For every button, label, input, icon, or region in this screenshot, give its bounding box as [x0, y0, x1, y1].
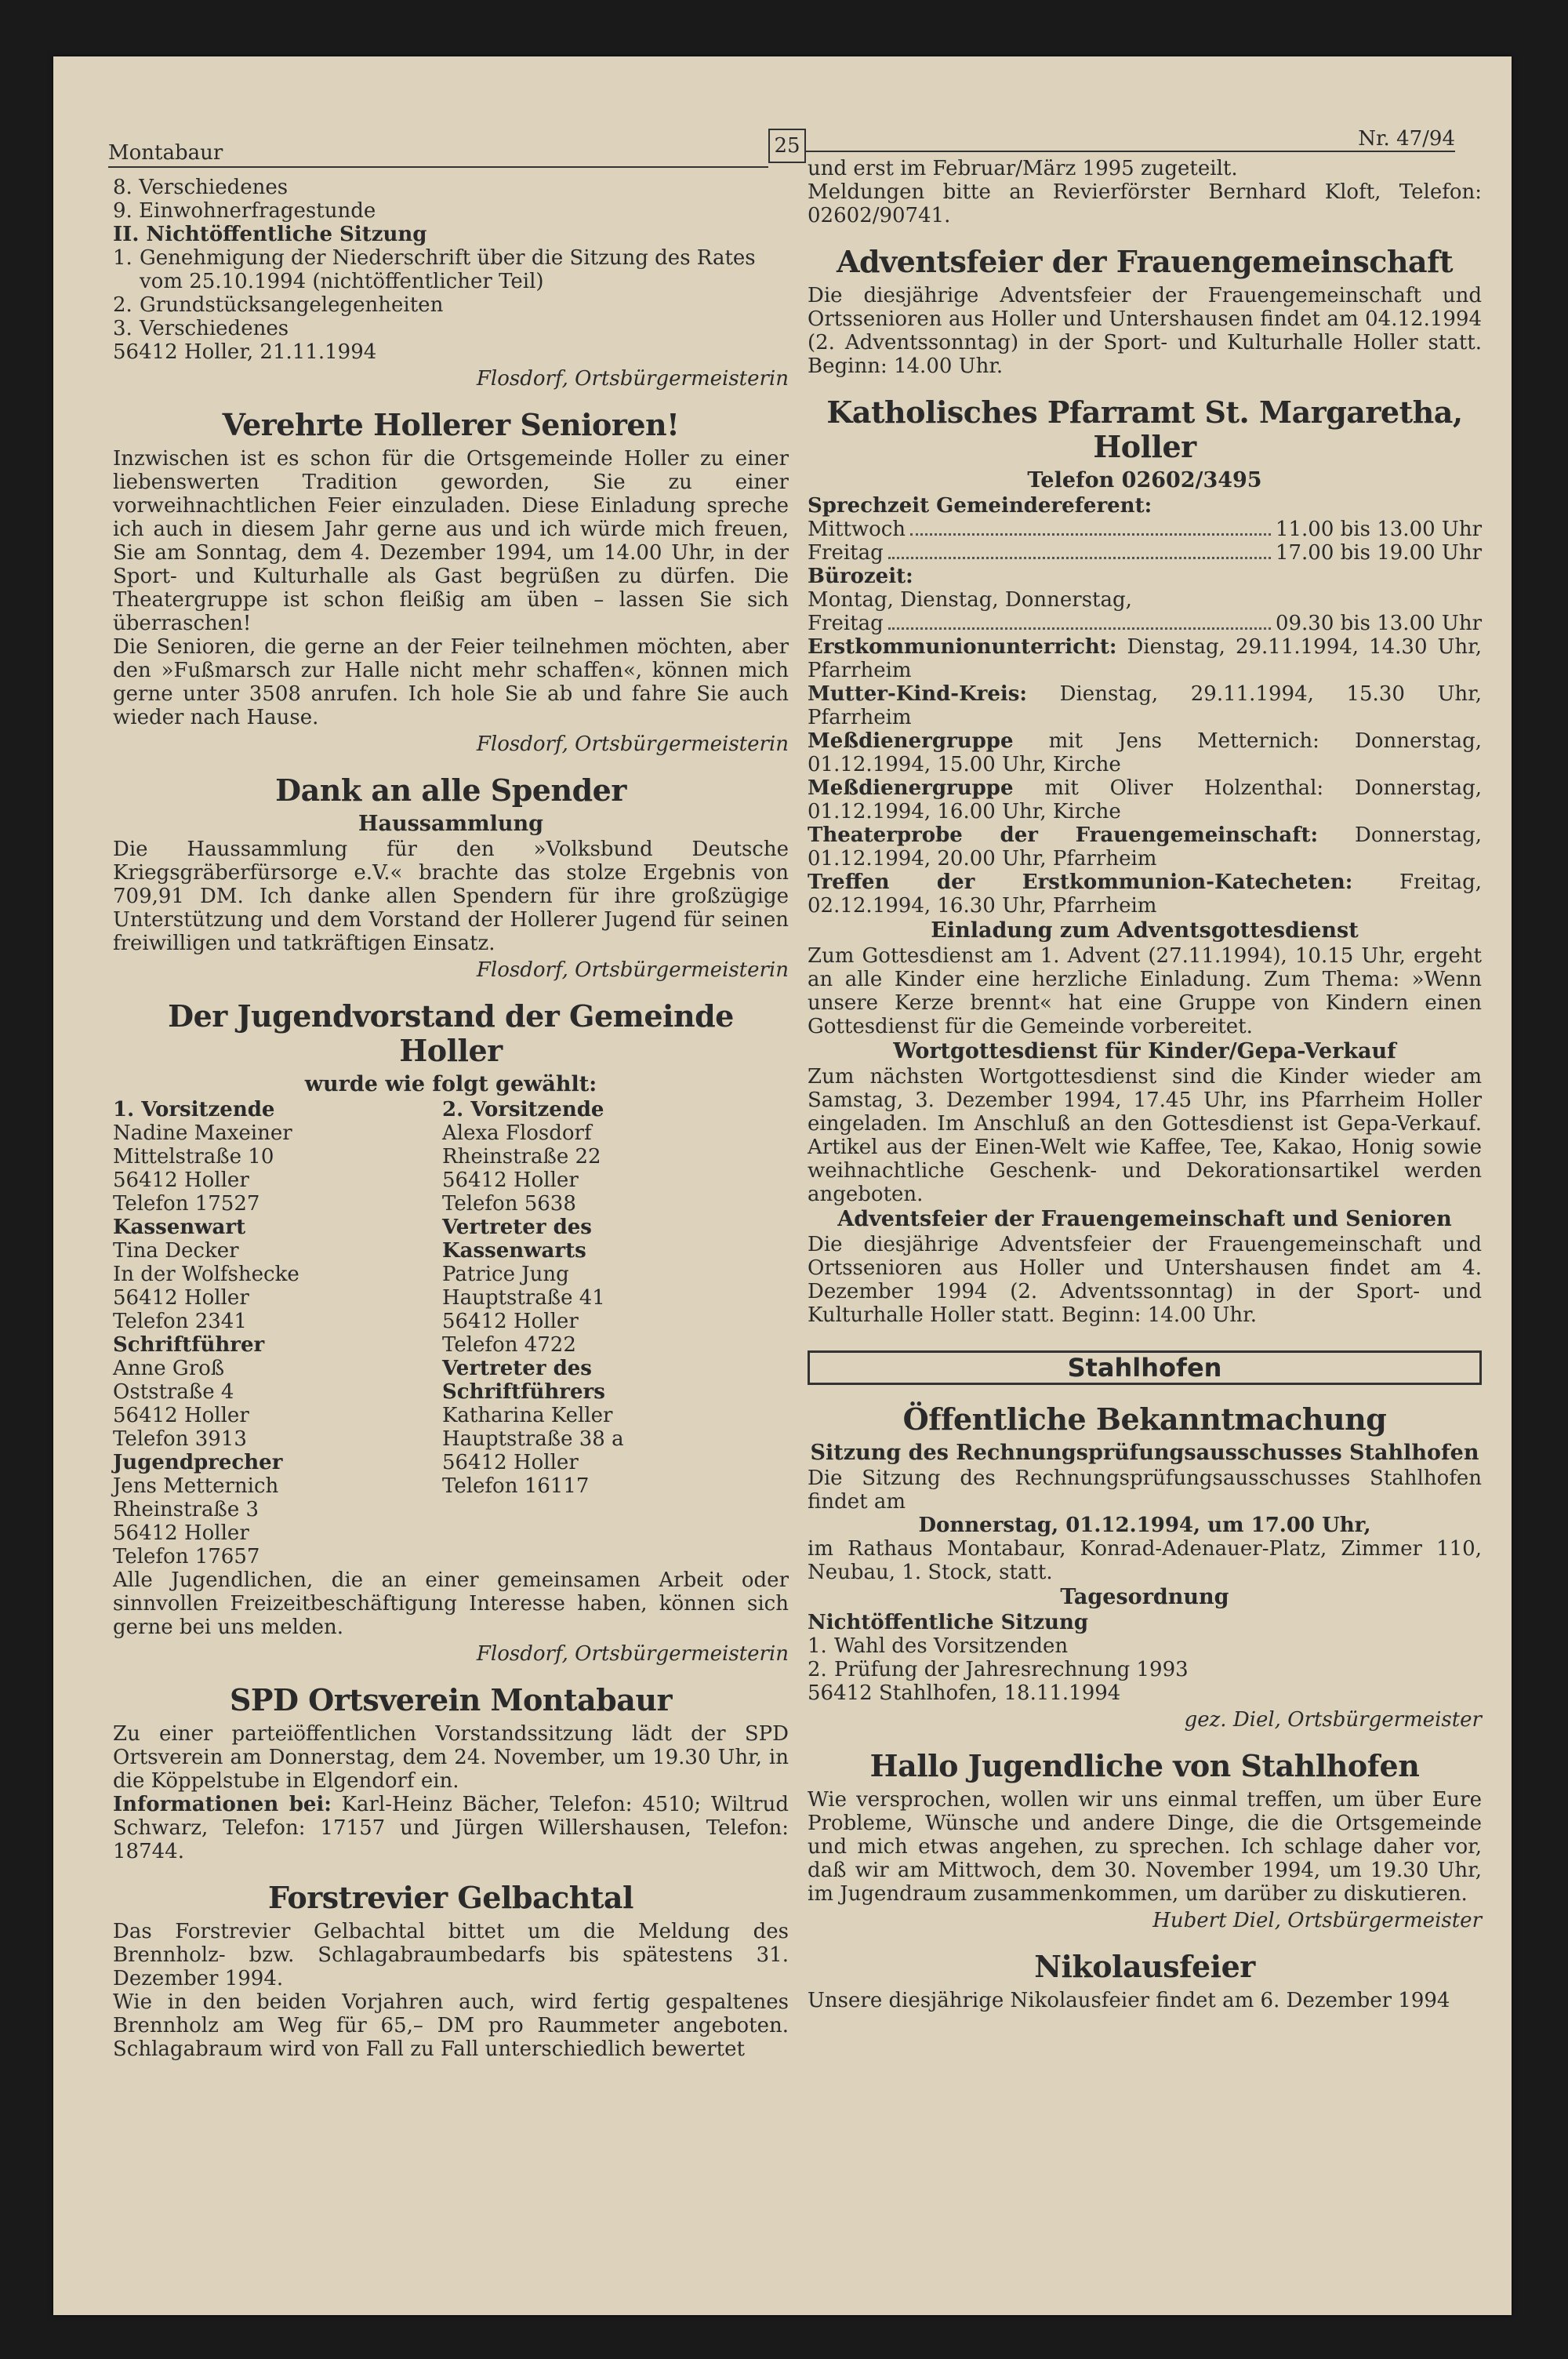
youth-stahl-text: Wie versprochen, wollen wir uns einmal treffen, um über Eure Probleme, Wünsche und andere Dinge, die die Ortsgemeinde und mich etwas angehen, zu sprechen. Ich schlage daher vor, daß wir am Mittwoch, dem 30. November 1994, um 19.30 Uhr, im Jugendraum zusammenkommen, um darüber zu diskutieren.	[808, 1788, 1482, 1906]
spd-text: Zu einer parteiöffentlichen Vorstandssitzung lädt der SPD Ortsverein am Donnerstag, dem 24. November, um 19.30 Uhr, in die Köppelstube in Elgendorf ein.	[113, 1722, 789, 1793]
youth-title: Der Jugendvorstand der Gemeinde Holler	[168, 998, 734, 1068]
notice-title: Öffentliche Bekanntmachung	[902, 1401, 1387, 1437]
forest-title: Forstrevier Gelbachtal	[268, 1880, 633, 1915]
agenda-line: 8. Verschiedenes	[113, 176, 289, 199]
donors-title: Dank an alle Spender	[275, 772, 626, 808]
issue-number: Nr. 47/94	[1358, 127, 1455, 151]
parish-event: Erstkommunionunterricht: Dienstag, 29.11.1994, 14.30 Uhr, Pfarrheim	[808, 635, 1482, 682]
role: Kassenwart	[113, 1216, 246, 1239]
nikolaus-text: Unsere diesjährige Nikolausfeier findet am 6. Dezember 1994	[808, 1989, 1450, 2012]
word-service-text: Zum nächsten Wortgottesdienst sind die Kinder wieder am Samstag, 3. Dezember 1994, 17.45 Uhr, ins Pfarrheim Holler eingeladen. Im Anschluß an den Gottesdienst ist Gepa-Verkauf. Artikel aus der Einen-Welt wie Kaffee, Tee, Kakao, Honig sowie weihnachtliche Geschenk- und Dekorationsartikel werden angeboten.	[808, 1065, 1482, 1206]
left-column	[113, 176, 789, 2061]
forest-continued: und erst im Februar/März 1995 zugeteilt.	[808, 157, 1238, 180]
word-service-title: Wortgottesdienst für Kinder/Gepa-Verkauf	[893, 1039, 1396, 1063]
header-rule-right	[804, 151, 1455, 152]
agenda-section: Nichtöffentliche Sitzung	[808, 1611, 1089, 1634]
advent-text: Die diesjährige Adventsfeier der Frauengemeinschaft und Ortssenioren aus Holler und Untershausen findet am 04.12.1994 (2. Adventssonntag) in der Sport- und Kulturhalle Holler statt. Beginn: 14.00 Uhr.	[808, 284, 1482, 378]
stahlhofen-section-box: Stahlhofen	[808, 1350, 1482, 1385]
invitation-text: Zum Gottesdienst am 1. Advent (27.11.1994), 10.15 Uhr, ergeht an alle Kinder eine herzliche Einladung. Zum Thema: »Wenn unsere Kerze brennt« hat eine Gruppe von Kindern einen Gottesdienst für die Gemeinde vorbereitet.	[808, 944, 1482, 1038]
notice-text: Die Sitzung des Rechnungsprüfungsausschusses Stahlhofen findet am	[808, 1467, 1482, 1514]
youth-stahl-title: Hallo Jugendliche von Stahlhofen	[869, 1748, 1420, 1783]
header-town: Montabaur	[108, 141, 223, 165]
notice-subtitle: Sitzung des Rechnungsprüfungsausschusses Stahlhofen	[810, 1441, 1479, 1465]
parish-event: Meßdienergruppe mit Jens Metternich: Donnerstag, 01.12.1994, 15.00 Uhr, Kirche	[808, 729, 1482, 776]
agenda-item: 1. Genehmigung der Niederschrift über die Sitzung des Rates vom 25.10.1994 (nichtöffentlicher Teil)	[113, 246, 756, 293]
bureau-label: Bürozeit:	[808, 565, 913, 588]
parish-event: Mutter-Kind-Kreis: Dienstag, 29.11.1994, 15.30 Uhr, Pfarrheim	[808, 682, 1482, 729]
seniors-text-2: Die Senioren, die gerne an der Feier teilnehmen möchten, aber den »Fußmarsch zur Halle nicht mehr schaffen«, können mich gerne unter 3508 anrufen. Ich hole Sie ab und fahre Sie auch wieder nach Hause.	[113, 635, 789, 729]
forest-text: Das Forstrevier Gelbachtal bittet um die Meldung des Brennholz- bzw. Schlagabraumbedarfs bis spätestens 31. Dezember 1994.	[113, 1920, 789, 1990]
notice-date: Donnerstag, 01.12.1994, um 17.00 Uhr,	[918, 1514, 1371, 1537]
spd-info: Informationen bei: Karl-Heinz Bächer, Telefon: 4510; Wiltrud Schwarz, Telefon: 17157 und Jürgen Willershausen, Telefon: 18744.	[113, 1793, 789, 1863]
place-date: 56412 Holler, 21.11.1994	[113, 340, 377, 364]
parish-event: Meßdienergruppe mit Oliver Holzenthal: Donnerstag, 01.12.1994, 16.00 Uhr, Kirche	[808, 776, 1482, 823]
donors-text: Die Haussammlung für den »Volksbund Deutsche Kriegsgräberfürsorge e.V.« brachte das stolze Ergebnis von 709,91 DM. Ich danke allen Spendern für ihre großzügige Unterstützung und dem Vorstand der Hollerer Jugend für seinen freiwilligen und tatkräftigen Einsatz.	[113, 838, 789, 955]
youth-col-2: 2. Vorsitzende Alexa Flosdorf Rheinstraße 22 56412 Holler Telefon 5638 Vertreter des Kassenwarts Patrice Jung Hauptstraße 41 56412 Holler Telefon 4722 Vertreter des Schriftführers Katharina Keller Hauptstraße 38 a 56412 Holler Telefon 16117	[442, 1098, 740, 1568]
youth-col-1: 1. Vorsitzende Nadine Maxeiner Mittelstraße 10 56412 Holler Telefon 17527 Kassenwart Tina Decker In der Wolfshecke 56412 Holler Telefon 2341 Schriftführer Anne Groß Oststraße 4 56412 Holler Telefon 3913 Jugendprecher Jens Metternich Rheinstraße 3 56412 Holler Telefon 17657	[113, 1098, 411, 1568]
agenda-item: 1. Wahl des Vorsitzenden	[808, 1634, 1069, 1658]
signature: Hubert Diel, Ortsbürgermeister	[1152, 1909, 1482, 1932]
advent2-title: Adventsfeier der Frauengemeinschaft und Senioren	[837, 1207, 1452, 1231]
agenda-line: 9. Einwohnerfragestunde	[113, 199, 376, 223]
signature: gez. Diel, Ortsbürgermeister	[1184, 1708, 1482, 1732]
advent2-text: Die diesjährige Adventsfeier der Frauengemeinschaft und Ortssenioren aus Holler und Untershausen findet am 4. Dezember 1994 (2. Adventssonntag) in der Sport- und Kulturhalle Holler statt. Beginn: 14.00 Uhr.	[808, 1233, 1482, 1327]
invitation-title: Einladung zum Adventsgottesdienst	[931, 918, 1359, 943]
office-hours-label: Sprechzeit Gemeindereferent:	[808, 494, 1152, 518]
office-hour-row: Mittwoch 11.00 bis 13.00 Uhr	[808, 518, 1482, 541]
agenda-item: 3. Verschiedenes	[113, 317, 289, 340]
youth-board	[113, 1098, 789, 1568]
parish-phone: Telefon 02602/3495	[1027, 468, 1262, 493]
forest-contact: Meldungen bitte an Revierförster Bernhard Kloft, Telefon: 02602/90741.	[808, 180, 1482, 227]
bureau-hour-row: Freitag 09.30 bis 13.00 Uhr	[808, 612, 1482, 635]
spd-title: SPD Ortsverein Montabaur	[229, 1682, 673, 1717]
forest-text-2: Wie in den beiden Vorjahren auch, wird fertig gespaltenes Brennholz am Weg für 65,– DM pro Raummeter angeboten. Schlagabraum wird von Fall zu Fall unterschiedlich bewertet	[113, 1990, 789, 2061]
signature: Flosdorf, Ortsbürgermeisterin	[476, 732, 789, 756]
agenda-title: Tagesordnung	[1060, 1585, 1229, 1609]
signature: Flosdorf, Ortsbürgermeisterin	[476, 367, 789, 391]
role: Vertreter des Schriftführers	[442, 1357, 605, 1404]
signature: Flosdorf, Ortsbürgermeisterin	[476, 1642, 789, 1666]
office-hour-row: Freitag 17.00 bis 19.00 Uhr	[808, 541, 1482, 565]
parish-title: Katholisches Pfarramt St. Margaretha, Holler	[826, 394, 1463, 464]
donors-subtitle: Haussammlung	[358, 812, 544, 836]
newspaper-page	[53, 56, 1512, 2315]
seniors-text: Inzwischen ist es schon für die Ortsgemeinde Holler zu einer liebenswerten Tradition geworden, Sie zu einer vorweihnachtlichen Feier einzuladen. Diese Einladung spreche ich auch in diesem Jahr gerne aus und ich würde mich freuen, Sie am Sonntag, dem 4. Dezember 1994, um 14.00 Uhr, in der Sport- und Kulturhalle als Gast begrüßen zu dürfen. Die Theatergruppe ist schon fleißig am üben – lassen Sie sich überraschen!	[113, 447, 789, 635]
role: 2. Vorsitzende	[442, 1098, 604, 1121]
role: Vertreter des Kassenwarts	[442, 1216, 592, 1263]
page-number: 25	[768, 129, 806, 163]
seniors-title: Verehrte Hollerer Senioren!	[222, 407, 680, 442]
parish-event: Theaterprobe der Frauengemeinschaft: Donnerstag, 01.12.1994, 20.00 Uhr, Pfarrheim	[808, 823, 1482, 871]
right-column	[808, 157, 1482, 2012]
place-date: 56412 Stahlhofen, 18.11.1994	[808, 1681, 1121, 1705]
youth-subtitle: wurde wie folgt gewählt:	[304, 1072, 597, 1096]
agenda-item: 2. Prüfung der Jahresrechnung 1993	[808, 1658, 1189, 1681]
parish-event: Treffen der Erstkommunion-Katecheten: Freitag, 02.12.1994, 16.30 Uhr, Pfarrheim	[808, 871, 1483, 918]
role: Schriftführer	[113, 1333, 265, 1357]
role: Jugendprecher	[113, 1451, 283, 1474]
header-rule-left	[108, 166, 768, 168]
notice-location: im Rathaus Montabaur, Konrad-Adenauer-Platz, Zimmer 110, Neubau, 1. Stock, statt.	[808, 1537, 1482, 1584]
agenda-item: 2. Grundstücksangelegenheiten	[113, 293, 444, 317]
advent-title: Adventsfeier der Frauengemeinschaft	[836, 244, 1454, 279]
role: 1. Vorsitzende	[113, 1098, 275, 1121]
nikolaus-title: Nikolausfeier	[1034, 1949, 1255, 1984]
signature: Flosdorf, Ortsbürgermeisterin	[476, 958, 789, 982]
youth-text: Alle Jugendlichen, die an einer gemeinsamen Arbeit oder sinnvollen Freizeitbeschäftigung Interesse haben, können sich gerne bei uns melden.	[113, 1568, 789, 1639]
agenda-section: II. Nichtöffentliche Sitzung	[113, 223, 427, 246]
bureau-days: Montag, Dienstag, Donnerstag,	[808, 588, 1132, 612]
